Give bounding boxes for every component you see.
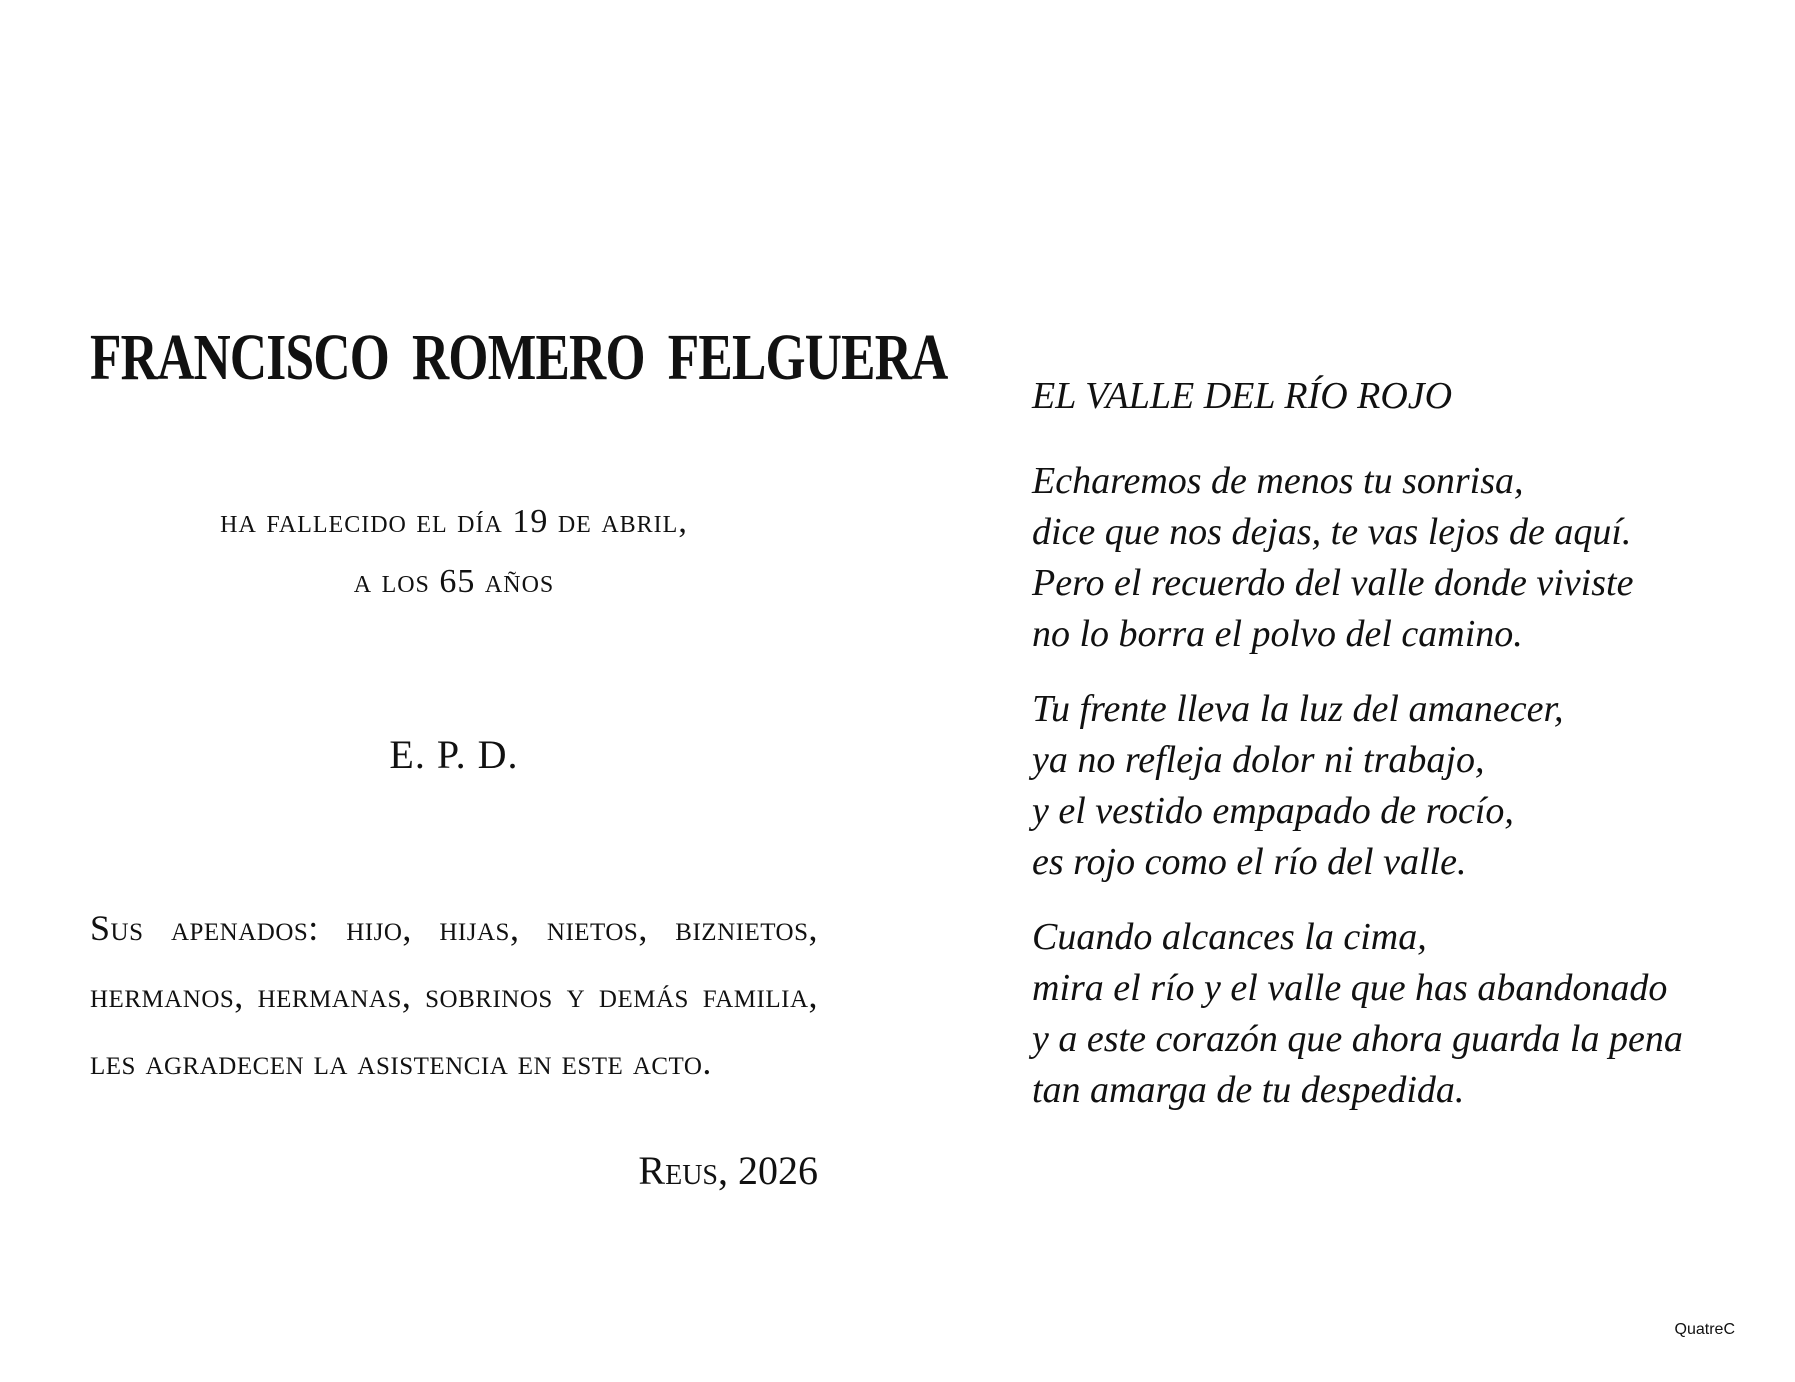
printer-credit: QuatreC (1674, 1321, 1735, 1338)
poem-verse: Echaremos de menos tu sonrisa, (1032, 460, 1524, 502)
age-line: a los 65 años (353, 563, 555, 600)
poem-verse: ya no refleja dolor ni trabajo, (1032, 739, 1485, 781)
mourners-text: Sus apenados: hijo, hijas, nietos, biznietos, hermanos, hermanas, sobrinos y demás familia, les agradecen la asistencia en este acto. (90, 908, 819, 1082)
poem-verse: dice que nos dejas, te vas lejos de aquí. (1032, 511, 1632, 553)
poem-verse: Tu frente lleva la luz del amanecer, (1032, 688, 1564, 730)
poem-verse: es rojo como el río del valle. (1032, 841, 1467, 883)
poem-verse: no lo borra el polvo del camino. (1032, 613, 1523, 655)
obituary-left-column (90, 318, 948, 1196)
poem-column (1032, 372, 1752, 1116)
poem-title: EL VALLE DEL RÍO ROJO (1032, 375, 1453, 417)
poem-stanza-3 (1032, 912, 1752, 1116)
poem-verse: Pero el recuerdo del valle donde viviste (1032, 562, 1634, 604)
poem-verse: Cuando alcances la cima, (1032, 916, 1427, 958)
poem-stanza-2 (1032, 684, 1752, 888)
poem-verse: mira el río y el valle que has abandonado (1032, 967, 1668, 1009)
poem-verse: y el vestido empapado de rocío, (1032, 790, 1514, 832)
epd-abbreviation: E. P. D. (389, 732, 519, 777)
poem-stanza-1 (1032, 456, 1752, 660)
deceased-name: FRANCISCO ROMERO FELGUERA (90, 321, 948, 394)
place-date: Reus, 2026 (638, 1148, 818, 1193)
death-notice (90, 492, 818, 612)
poem-verse: tan amarga de tu despedida. (1032, 1069, 1465, 1111)
death-date-line: ha fallecido el día 19 de abril, (220, 503, 688, 540)
poem-verse: y a este corazón que ahora guarda la pena (1032, 1018, 1683, 1060)
